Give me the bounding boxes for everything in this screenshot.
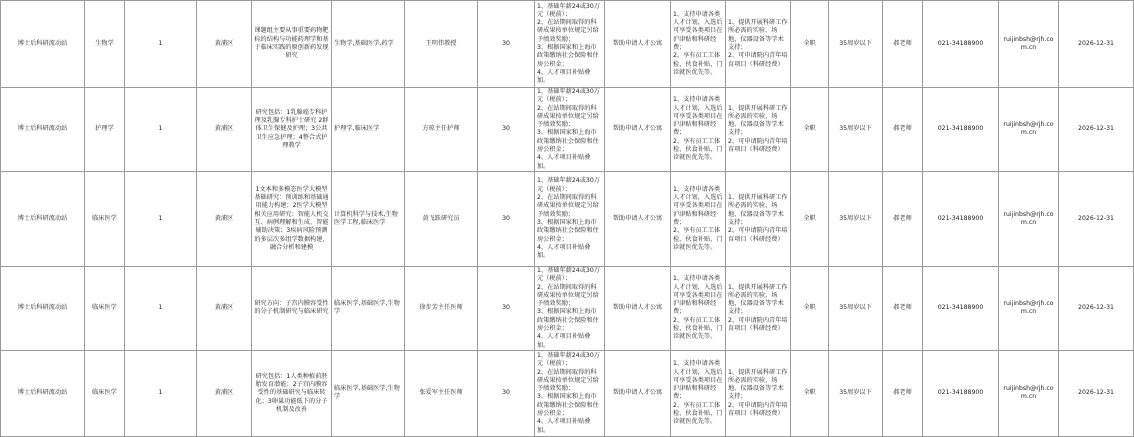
campus-cell: 黄浦区 (197, 171, 252, 266)
welfare-lines (673, 275, 723, 341)
welfare-line: 1、支持申请各类人才计划，入选后可享受各类项目在沪津贴和科研经费； (673, 10, 723, 51)
conditions-cell (726, 171, 791, 266)
supervisor-cell: 张爱军主任医师 (405, 350, 478, 436)
salary-line: 1、基础年薪24或30万元（税前）； (537, 2, 600, 18)
salary-line: 2、在站期间取得的科研成果按单位规定另给予绩效奖励； (537, 104, 599, 129)
salary-line: 3、根据国家和上海市政策缴纳社会保险和住房公积金； (537, 308, 599, 333)
table-body (1, 1, 1134, 437)
post-cell: 博士后科研流动站 (1, 1, 85, 88)
conditions-line: 1、提供开展科研工作所必需的实验、场地、仪器设备等学术支持； (728, 368, 788, 401)
welfare-lines (673, 186, 723, 252)
salary-line: 1、基础年薪24或30万元（税前）； (537, 266, 600, 283)
post-cell: 博士后科研流动站 (1, 266, 85, 350)
welfare-line: 2、享有员工工体检、伙食补贴、门诊就医优先等。 (673, 227, 723, 251)
salary-lines (537, 352, 602, 435)
welfare-line: 2、享有员工工体检、伙食补贴、门诊就医优先等。 (673, 401, 723, 426)
salary-line: 1、基础年薪24或30万元（税前）； (537, 351, 600, 368)
conditions-line: 2、可申请院内青年培育项目（科研经费） (728, 52, 788, 68)
age-cell: 30 (478, 266, 535, 350)
deadline-cell: 2026-12-31 (1059, 1, 1134, 88)
apply-cell: 帮助申请人才公寓 (605, 1, 671, 88)
count-cell: 1 (125, 1, 197, 88)
welfare-lines (673, 96, 723, 162)
research-cell: 1文本和多模态医学大模型基础研究：预训练和基础通用能力构建；2医学大模型相关应用研究：智能人机交互、病例理解和生成、智能辅助决策；3疾病风险预测的多层次多组学数据构建、融合分析和建模 (252, 171, 332, 266)
welfare-lines (673, 360, 723, 426)
conditions-line: 2、可申请院内青年培育项目（科研经费） (728, 316, 788, 333)
deadline-cell: 2026-12-31 (1059, 266, 1134, 350)
salary-cell (535, 88, 605, 172)
email-cell: ruijinbsh@rjh.com.cn (999, 350, 1059, 436)
salary-line: 2、在站期间取得的科研成果按单位规定另给予绩效奖励； (537, 368, 599, 393)
majors-cell: 临床医学,基础医学,生物学 (332, 266, 405, 350)
conditions-lines (728, 105, 788, 155)
age-limit-cell: 35周岁以下 (829, 88, 883, 172)
age-cell: 30 (478, 350, 535, 436)
conditions-cell (726, 1, 791, 88)
conditions-lines (728, 194, 788, 244)
table-row (1, 1, 1134, 88)
age-cell: 30 (478, 88, 535, 172)
phone-cell: 021-34188900 (923, 266, 999, 350)
majors-cell: 护理学,临床医学 (332, 88, 405, 172)
phone-cell: 021-34188900 (923, 350, 999, 436)
count-cell: 1 (125, 88, 197, 172)
supervisor-cell: 徐步芳主任医师 (405, 266, 478, 350)
table-row (1, 88, 1134, 172)
email-cell: ruijinbsh@rjh.com.cn (999, 88, 1059, 172)
contact-cell: 郝老师 (883, 88, 923, 172)
age-limit-cell: 35周岁以下 (829, 266, 883, 350)
research-cell: 研究方向：子宫内膜容受性的分子机制研究与临床研究 (252, 266, 332, 350)
welfare-line: 2、享有员工工体检、伙食补贴、门诊就医优先等。 (673, 52, 723, 76)
conditions-line: 2、可申请院内青年培育项目（科研经费） (728, 137, 788, 154)
campus-cell: 黄浦区 (197, 350, 252, 436)
contact-cell: 郝老师 (883, 266, 923, 350)
salary-line: 1、基础年薪24或30万元（税前）； (537, 88, 600, 104)
phone-cell: 021-34188900 (923, 88, 999, 172)
salary-cell (535, 350, 605, 436)
campus-cell: 黄浦区 (197, 266, 252, 350)
majors-cell: 生物学,基础医学,药学 (332, 1, 405, 88)
salary-lines (537, 177, 602, 260)
welfare-line: 1、支持申请各类人才计划，入选后可享受各类项目在沪津贴和科研经费； (673, 275, 723, 316)
contact-cell: 郝老师 (883, 1, 923, 88)
salary-line: 4、人才项目补贴叠加。 (537, 68, 591, 85)
welfare-line: 1、支持申请各类人才计划，入选后可享受各类项目在沪津贴和科研经费； (673, 360, 723, 401)
welfare-line: 2、享有员工工体检、伙食补贴、门诊就医优先等。 (673, 316, 723, 341)
age-cell: 30 (478, 1, 535, 88)
phone-cell: 021-34188900 (923, 171, 999, 266)
welfare-cell (671, 1, 726, 88)
salary-line: 4、人才项目补贴叠加。 (537, 154, 591, 170)
age-limit-cell: 35周岁以下 (829, 350, 883, 436)
welfare-cell (671, 88, 726, 172)
salary-line: 4、人才项目补贴叠加。 (537, 243, 591, 260)
salary-lines (537, 3, 602, 86)
conditions-line: 2、可申请院内青年培育项目（科研经费） (728, 401, 788, 418)
discipline-cell: 护理学 (85, 88, 125, 172)
apply-cell: 帮助申请人才公寓 (605, 266, 671, 350)
welfare-lines (673, 11, 723, 77)
conditions-lines (728, 19, 788, 69)
conditions-line: 1、提供开展科研工作所必需的实验、场地、仪器设备等学术支持； (728, 104, 788, 137)
discipline-cell: 临床医学 (85, 350, 125, 436)
salary-line: 2、在站期间取得的科研成果按单位规定另给予绩效奖励； (537, 283, 599, 308)
email-cell: ruijinbsh@rjh.com.cn (999, 266, 1059, 350)
welfare-cell (671, 350, 726, 436)
supervisor-cell: 黄飞跃研究员 (405, 171, 478, 266)
salary-line: 3、根据国家和上海市政策缴纳社会保险和住房公积金； (537, 393, 599, 418)
conditions-lines (728, 369, 788, 419)
age-cell: 30 (478, 171, 535, 266)
post-cell: 博士后科研流动站 (1, 171, 85, 266)
research-cell: 研究包括：1乳腺癌专科护理及乳腺专科护士研究 2群体卫生保健及护理；3公共卫生应急护理；4整合式护理教学 (252, 88, 332, 172)
type-cell: 全职 (791, 266, 829, 350)
deadline-cell: 2026-12-31 (1059, 171, 1134, 266)
count-cell: 1 (125, 171, 197, 266)
campus-cell: 黄浦区 (197, 1, 252, 88)
age-limit-cell: 35周岁以下 (829, 171, 883, 266)
count-cell: 1 (125, 350, 197, 436)
majors-cell: 计算机科学与技术,生物医学工程,临床医学 (332, 171, 405, 266)
phone-cell: 021-34188900 (923, 1, 999, 88)
conditions-cell (726, 266, 791, 350)
post-cell: 博士后科研流动站 (1, 350, 85, 436)
welfare-line: 1、支持申请各类人才计划，入选后可享受各类项目在沪津贴和科研经费； (673, 96, 723, 137)
salary-line: 4、人才项目补贴叠加。 (537, 418, 591, 434)
salary-line: 3、根据国家和上海市政策缴纳社会保险和住房公积金； (537, 129, 599, 154)
supervisor-cell: 方琼主任护师 (405, 88, 478, 172)
salary-line: 4、人才项目补贴叠加。 (537, 333, 591, 349)
email-cell: ruijinbsh@rjh.com.cn (999, 171, 1059, 266)
welfare-line: 1、支持申请各类人才计划，入选后可享受各类项目在沪津贴和科研经费； (673, 185, 723, 226)
type-cell: 全职 (791, 350, 829, 436)
conditions-line: 2、可申请院内青年培育项目（科研经费） (728, 227, 788, 243)
count-cell: 1 (125, 266, 197, 350)
deadline-cell: 2026-12-31 (1059, 88, 1134, 172)
conditions-lines (728, 284, 788, 334)
conditions-cell (726, 88, 791, 172)
age-limit-cell: 35周岁以下 (829, 1, 883, 88)
research-cell: 课题组主要从事重要药物靶标的结构与功能药理学和基于临床实践的原创新药发现研究 (252, 1, 332, 88)
deadline-cell: 2026-12-31 (1059, 350, 1134, 436)
welfare-line: 2、享有员工工体检、伙食补贴、门诊就医优先等。 (673, 137, 723, 162)
conditions-line: 1、提供开展科研工作所必需的实验、场地、仪器设备等学术支持； (728, 283, 788, 316)
discipline-cell: 生物学 (85, 1, 125, 88)
type-cell: 全职 (791, 171, 829, 266)
salary-line: 3、根据国家和上海市政策缴纳社会保险和住房公积金； (537, 44, 599, 68)
supervisor-cell: 王明伟教授 (405, 1, 478, 88)
welfare-cell (671, 171, 726, 266)
salary-cell (535, 171, 605, 266)
research-cell: 研究包括：1人类种植前胚胎发育潜能；2子宫内膜容受性的基础研究与临床转化；3卵巢功能低下的分子机制及改善 (252, 350, 332, 436)
welfare-cell (671, 266, 726, 350)
salary-line: 3、根据国家和上海市政策缴纳社会保险和住房公积金； (537, 218, 599, 243)
salary-lines (537, 88, 602, 171)
discipline-cell: 临床医学 (85, 171, 125, 266)
email-cell: ruijinbsh@rjh.com.cn (999, 1, 1059, 88)
salary-cell (535, 1, 605, 88)
conditions-line: 1、提供开展科研工作所必需的实验、场地、仪器设备等学术支持； (728, 19, 788, 51)
table-row (1, 171, 1134, 266)
apply-cell: 帮助申请人才公寓 (605, 171, 671, 266)
salary-cell (535, 266, 605, 350)
salary-lines (537, 267, 602, 350)
contact-cell: 郝老师 (883, 171, 923, 266)
conditions-cell (726, 350, 791, 436)
table-row (1, 350, 1134, 436)
contact-cell: 郝老师 (883, 350, 923, 436)
salary-line: 2、在站期间取得的科研成果按单位规定另给予绩效奖励； (537, 194, 599, 218)
type-cell: 全职 (791, 1, 829, 88)
salary-line: 2、在站期间取得的科研成果按单位规定另给予绩效奖励； (537, 19, 599, 43)
type-cell: 全职 (791, 88, 829, 172)
table-row (1, 266, 1134, 350)
apply-cell: 帮助申请人才公寓 (605, 350, 671, 436)
apply-cell: 帮助申请人才公寓 (605, 88, 671, 172)
conditions-line: 1、提供开展科研工作所必需的实验、场地、仪器设备等学术支持； (728, 194, 788, 226)
discipline-cell: 临床医学 (85, 266, 125, 350)
majors-cell: 临床医学,基础医学,生物学 (332, 350, 405, 436)
salary-line: 1、基础年薪24或30万元（税前）； (537, 177, 600, 193)
campus-cell: 黄浦区 (197, 88, 252, 172)
post-cell: 博士后科研流动站 (1, 88, 85, 172)
